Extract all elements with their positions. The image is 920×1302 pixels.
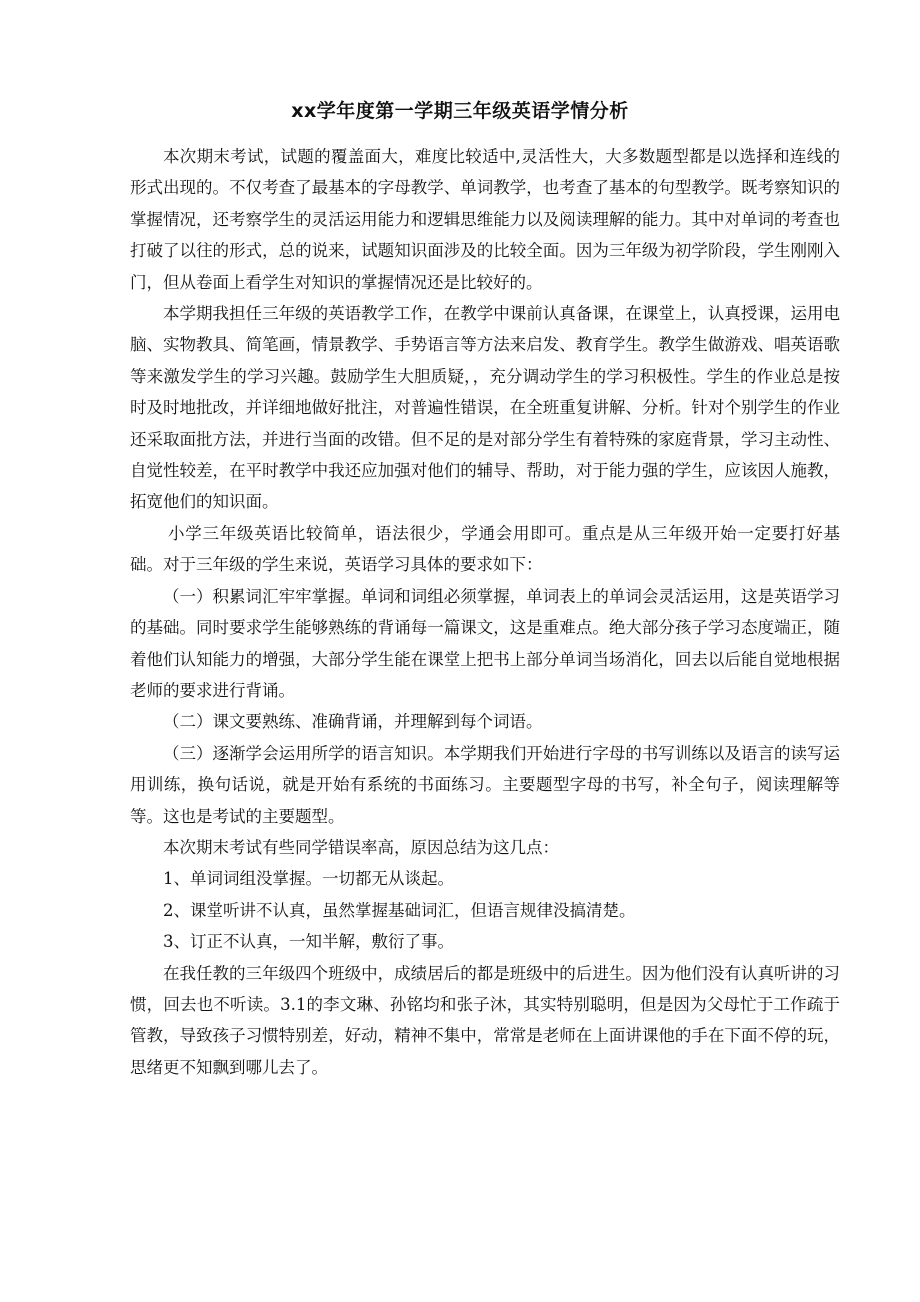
paragraph-exam-overview: 本次期末考试，试题的覆盖面大，难度比较适中,灵活性大，大多数题型都是以选择和连线的形式出现的。不仅考查了最基本的字母教学、单词教学，也考查了基本的句型教学。既考察知识的掌握情况，还考察学生的灵活运用能力和逻辑思维能力以及阅读理解的能力。其中对单词的考查也打破了以往的形式，总的说来，试题知识面涉及的比较全面。因为三年级为初学阶段，学生刚刚入门，但从卷面上看学生对知识的掌握情况还是比较好的。 <box>130 147 840 292</box>
paragraph-error-cause-2: 2、课堂听讲不认真，虽然掌握基础词汇，但语言规律没搞清楚。 <box>163 900 636 920</box>
paragraph-requirement-1: （一）积累词汇牢牢掌握。单词和词组必须掌握，单词表上的单词会灵活运用，这是英语学习的基础。同时要求学生能够熟练的背诵每一篇课文，这是重难点。绝大部分孩子学习态度端正，随着他们认知能力的增强，大部分学生能在课堂上把书上部分单词当场消化，回去以后能自觉地根据老师的要求进行背诵。 <box>130 586 840 700</box>
document-title: xx学年度第一学期三年级英语学情分析 <box>291 100 629 122</box>
paragraph-requirements-intro: 小学三年级英语比较简单，语法很少，学通会用即可。重点是从三年级开始一定要打好基础。对于三年级的学生来说，英语学习具体的要求如下： <box>130 523 840 575</box>
paragraph-error-causes-intro: 本次期末考试有些同学错误率高，原因总结为这几点： <box>163 837 559 857</box>
document-body <box>130 141 840 1083</box>
paragraph-error-cause-3: 3、订正不认真，一知半解，敷衍了事。 <box>163 932 454 952</box>
paragraph-error-cause-1: 1、单词词组没掌握。一切都无从谈起。 <box>163 869 454 889</box>
paragraph-requirement-2: （二）课文要熟练、准确背诵，并理解到每个词语。 <box>163 712 543 732</box>
paragraph-teaching-work: 本学期我担任三年级的英语教学工作，在教学中课前认真备课，在课堂上，认真授课，运用电脑、实物教具、简笔画，情景教学、手势语言等方法来启发、教育学生。教学生做游戏、唱英语歌等来激发学生的学习兴趣。鼓励学生大胆质疑，，充分调动学生的学习积极性。学生的作业总是按时及时地批改，并详细地做好批注，对普遍性错误，在全班重复讲解、分析。针对个别学生的作业还采取面批方法，并进行当面的改错。但不足的是对部分学生有着特殊的家庭背景，学习主动性、自觉性较差，在平时教学中我还应加强对他们的辅导、帮助，对于能力强的学生，应该因人施教，拓宽他们的知识面。 <box>130 304 840 512</box>
paragraph-requirement-3: （三）逐渐学会运用所学的语言知识。本学期我们开始进行字母的书写训练以及语言的读写运用训练，换句话说，就是开始有系统的书面练习。主要题型字母的书写，补全句子，阅读理解等等。这也是考试的主要题型。 <box>130 743 840 826</box>
paragraph-underperforming-students: 在我任教的三年级四个班级中，成绩居后的都是班级中的后进生。因为他们没有认真听讲的习惯，回去也不听读。3.1的李文琳、孙铭均和张子沐，其实特别聪明，但是因为父母忙于工作疏于管教，导致孩子习惯特别差，好动，精神不集中，常常是老师在上面讲课他的手在下面不停的玩，思绪更不知飘到哪儿去了。 <box>130 963 840 1077</box>
